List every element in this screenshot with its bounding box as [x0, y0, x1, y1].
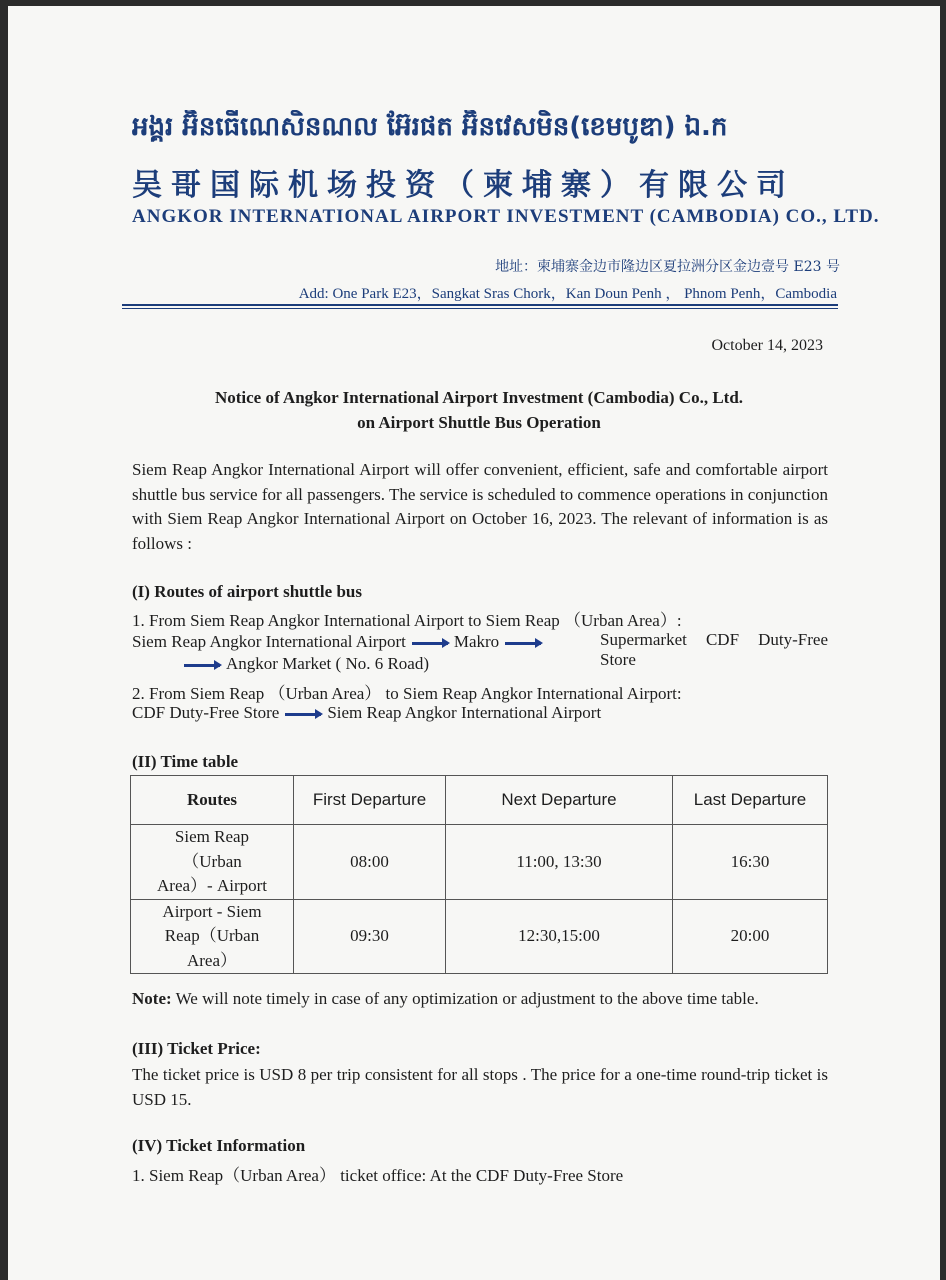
- route2-title: 2. From Siem Reap （Urban Area） to Siem Reap Angkor International Airport:: [132, 684, 682, 703]
- column-header: Routes: [131, 776, 294, 825]
- notice-date: October 14, 2023: [711, 337, 823, 354]
- table-cell-route: Siem Reap （Urban Area）- Airport: [131, 825, 294, 900]
- address-chinese: 地址：柬埔寨金边市隆边区夏拉洲分区金边壹号 E23 号: [495, 259, 840, 275]
- route2-stops: [132, 703, 601, 723]
- table-cell: 20:00: [673, 899, 828, 974]
- notice-title-line1: Notice of Angkor International Airport Investment (Cambodia) Co., Ltd.: [214, 388, 744, 407]
- notice-title-line2: on Airport Shuttle Bus Operation: [357, 413, 601, 432]
- table-cell-route: Airport - Siem Reap（Urban Area）: [131, 899, 294, 974]
- table-cell: 16:30: [673, 825, 828, 900]
- timetable: [130, 775, 828, 974]
- company-name-chinese: 吴哥国际机场投资（柬埔寨）有限公司: [132, 168, 795, 203]
- right-arrow-icon: [505, 642, 541, 645]
- column-header: Last Departure: [673, 776, 828, 825]
- note-label: Note:: [132, 989, 172, 1008]
- letterhead-divider-thin: [122, 308, 838, 309]
- route1-stop-3: Supermarket CDF Duty-Free Store: [600, 630, 828, 669]
- route2-stop-2: Siem Reap Angkor International Airport: [327, 703, 602, 722]
- table-row: [131, 825, 828, 900]
- route1-title: 1. From Siem Reap Angkor International Airport to Siem Reap （Urban Area）:: [132, 611, 682, 630]
- right-arrow-icon: [184, 664, 220, 667]
- routes-heading: (I) Routes of airport shuttle bus: [132, 582, 362, 601]
- letterhead-divider: [122, 304, 838, 306]
- intro-paragraph: Siem Reap Angkor International Airport will offer convenient, efficient, safe and comfortable airport shuttle bus service for all passengers. The service is scheduled to commence operations in conjunction with Siem Reap Angkor International Airport on October 16, 2023. The relevant of information is as follows :: [132, 460, 829, 553]
- route1-stop-1: Siem Reap Angkor International Airport: [132, 632, 406, 651]
- right-arrow-icon: [285, 713, 321, 716]
- timetable-heading: (II) Time table: [132, 752, 239, 771]
- table-cell: 09:30: [294, 899, 446, 974]
- ticket-info-heading: (IV) Ticket Information: [132, 1136, 306, 1155]
- table-cell: 11:00, 13:30: [446, 825, 673, 900]
- table-header-row: [131, 776, 828, 825]
- notice-title: [132, 385, 826, 435]
- route2-stop-1: CDF Duty-Free Store: [132, 703, 280, 722]
- address-english: Add: One Park E23，Sangkat Sras Chork，Kan Doun Penh ， Phnom Penh，Cambodia: [298, 286, 837, 302]
- table-cell: 08:00: [294, 825, 446, 900]
- ticket-price-text: The ticket price is USD 8 per trip consistent for all stops . The price for a one-time round-trip ticket is USD 15.: [132, 1065, 828, 1109]
- column-header: Next Departure: [446, 776, 673, 825]
- ticket-price-heading: (III) Ticket Price:: [132, 1039, 261, 1058]
- timetable-note: [132, 989, 759, 1009]
- table-row: [131, 899, 828, 974]
- note-text: We will note timely in case of any optimization or adjustment to the above time table.: [175, 989, 759, 1008]
- right-arrow-icon: [412, 642, 448, 645]
- table-cell: 12:30,15:00: [446, 899, 673, 974]
- route1-stops-line2: [132, 654, 429, 674]
- route1-stop-2: Makro: [453, 632, 500, 651]
- column-header: First Departure: [294, 776, 446, 825]
- route1-stop-4: Angkor Market ( No. 6 Road): [226, 654, 430, 673]
- company-name-english: ANGKOR INTERNATIONAL AIRPORT INVESTMENT (CAMBODIA) CO., LTD.: [132, 206, 880, 227]
- company-name-khmer: អង្គរ អ៊ិនធើណេសិនណល អ៊ែរផត អ៊ិនវេសមិន(ខេមបូឌា) ឯ.ក: [132, 112, 728, 142]
- ticket-info-item: 1. Siem Reap（Urban Area） ticket office: At the CDF Duty-Free Store: [132, 1166, 624, 1185]
